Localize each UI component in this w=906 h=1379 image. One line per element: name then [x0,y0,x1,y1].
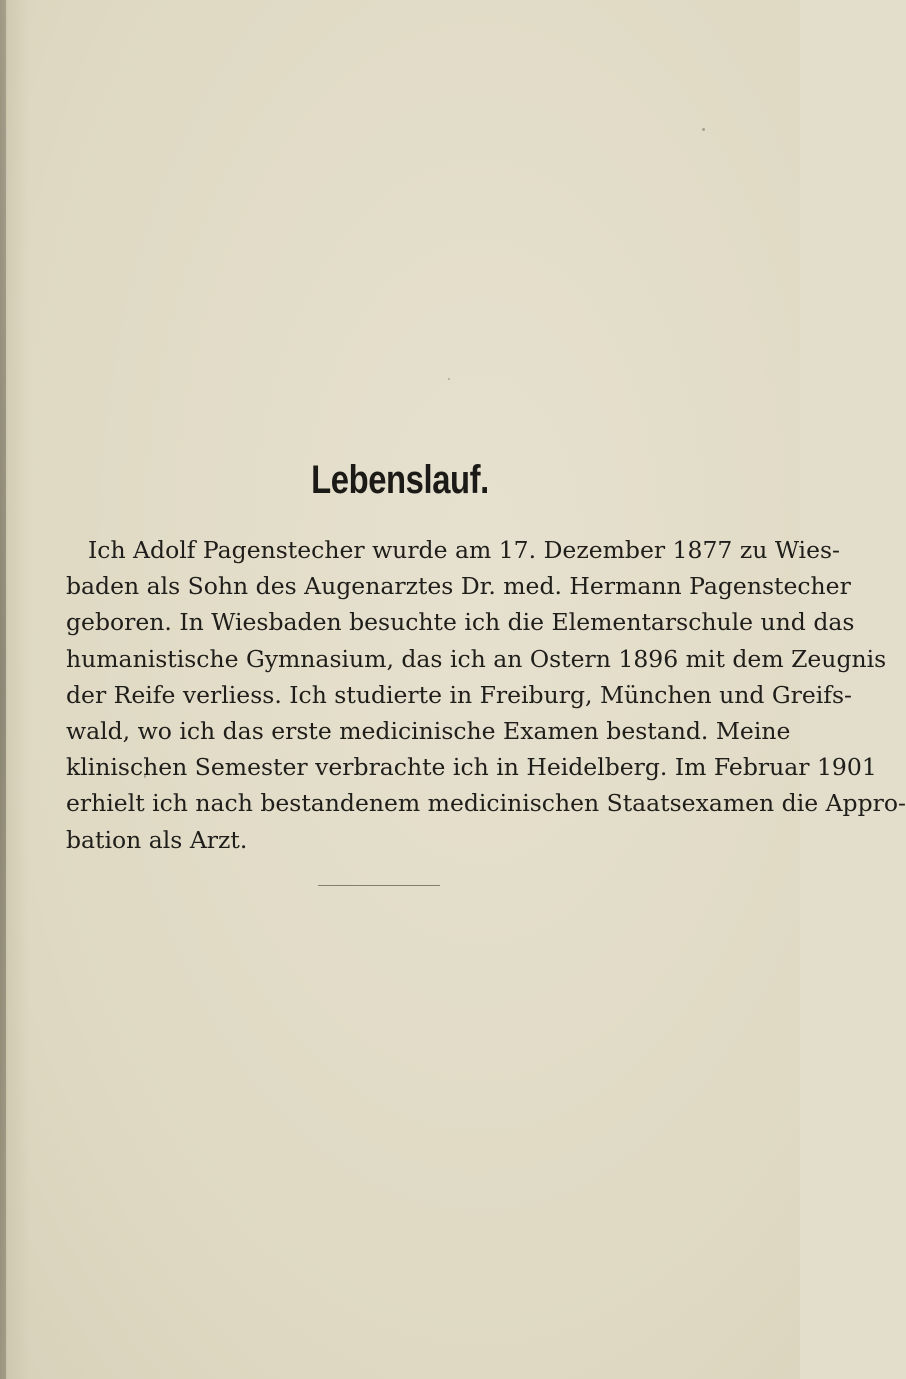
text-line: wald, wo ich das erste medicinische Examen bestand. Meine [66,716,791,745]
text-line: humanistische Gymnasium, das ich an Ostern 1896 mit dem Zeugnis [66,644,887,673]
text-line: baden als Sohn des Augenarztes Dr. med. Hermann Pagenstecher [66,572,851,601]
text-line: bation als Arzt. [66,825,248,854]
separator-rule [318,885,440,886]
paper-speck [702,128,705,131]
paper-speck [448,378,450,380]
biography-paragraph [66,532,906,858]
text-line: erhielt ich nach bestandenem medicinischen Staatsexamen die Appro- [66,789,906,818]
binding-edge [0,0,6,1379]
text-line: Ich Adolf Pagenstecher wurde am 17. Dezember 1877 zu Wies- [88,536,840,564]
text-line: klinischen Semester verbrachte ich in Heidelberg. Im Februar 1901 [66,753,877,782]
text-line: geboren. In Wiesbaden besuchte ich die Elementarschule und das [66,608,855,637]
page-title: Lebenslauf. [311,458,489,502]
text-line: der Reife verliess. Ich studierte in Freiburg, München und Greifs- [66,680,852,709]
